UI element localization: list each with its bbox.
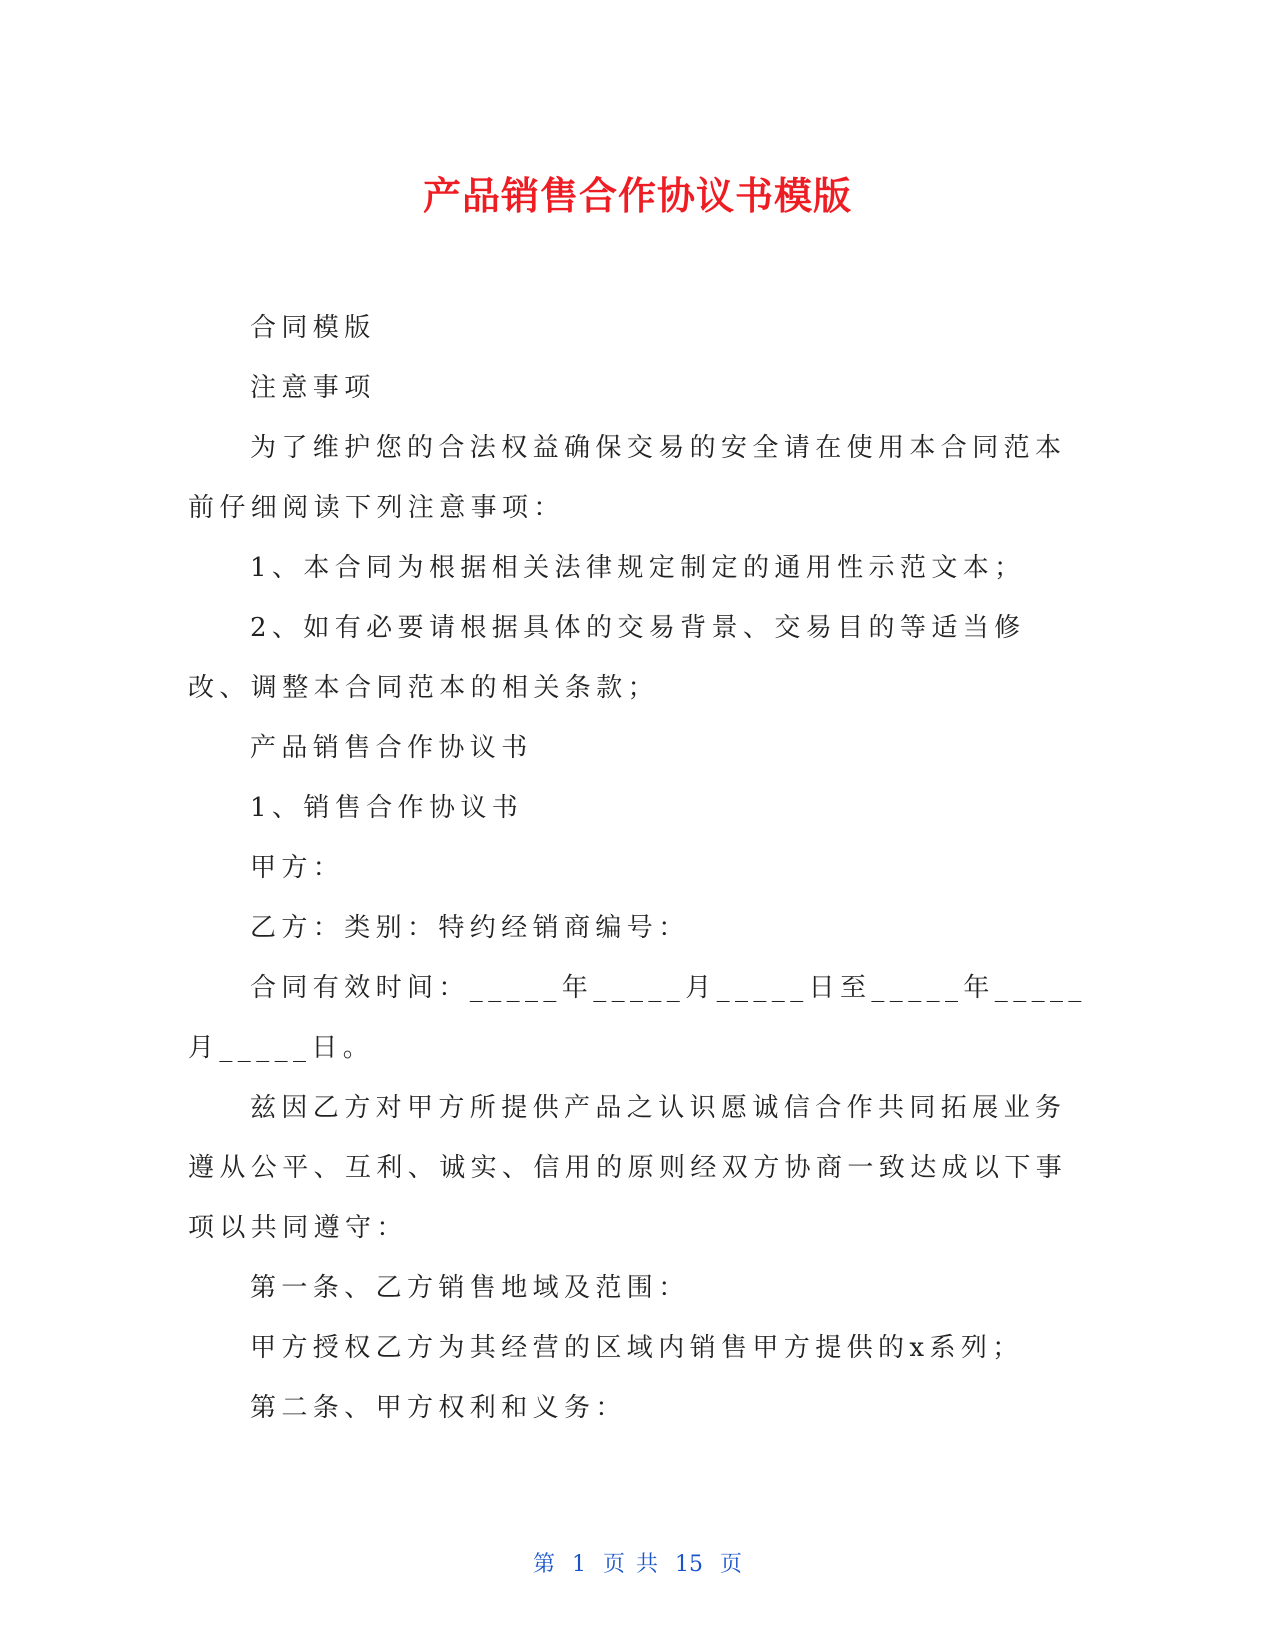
paragraph-contract-template: 合同模版 xyxy=(250,313,376,343)
paragraph-notes-heading: 注意事项 xyxy=(250,373,376,403)
paragraph-preamble: 兹因乙方对甲方所提供产品之认识愿诚信合作共同拓展业务遵从公平、互利、诚实、信用的原则经双方协商一致达成以下事项以共同遵守： xyxy=(188,1093,1068,1243)
paragraph-article-2: 第二条、甲方权利和义务： xyxy=(250,1393,627,1423)
footer-suffix: 页 xyxy=(720,1552,743,1577)
paragraph-agreement-title: 产品销售合作协议书 xyxy=(250,733,533,763)
document-title: 产品销售合作协议书模版 xyxy=(422,174,852,218)
footer-middle: 页 共 xyxy=(603,1552,658,1577)
paragraph-validity-period: 合同有效时间：_____年_____月_____日至_____年_____月_____日。 xyxy=(188,973,1087,1063)
footer-prefix: 第 xyxy=(532,1552,555,1577)
document-body xyxy=(188,298,1088,1438)
paragraph-notes-intro: 为了维护您的合法权益确保交易的安全请在使用本合同范本前仔细阅读下列注意事项： xyxy=(188,433,1067,523)
footer-total-pages: 15 xyxy=(675,1552,703,1577)
paragraph-note-1: 1、本合同为根据相关法律规定制定的通用性示范文本； xyxy=(250,553,1026,583)
paragraph-article-1: 第一条、乙方销售地域及范围： xyxy=(250,1273,690,1303)
paragraph-article-1-body: 甲方授权乙方为其经营的区域内销售甲方提供的x系列； xyxy=(250,1333,1024,1363)
footer-page-number: 1 xyxy=(572,1552,586,1577)
paragraph-note-2: 2、如有必要请根据具体的交易背景、交易目的等适当修改、调整本合同范本的相关条款； xyxy=(188,613,1026,703)
paragraph-party-a: 甲方： xyxy=(250,853,345,883)
paragraph-party-b: 乙方：类别：特约经销商编号： xyxy=(250,913,690,943)
page-footer xyxy=(0,1547,1275,1578)
paragraph-section-1: 1、销售合作协议书 xyxy=(250,793,524,823)
